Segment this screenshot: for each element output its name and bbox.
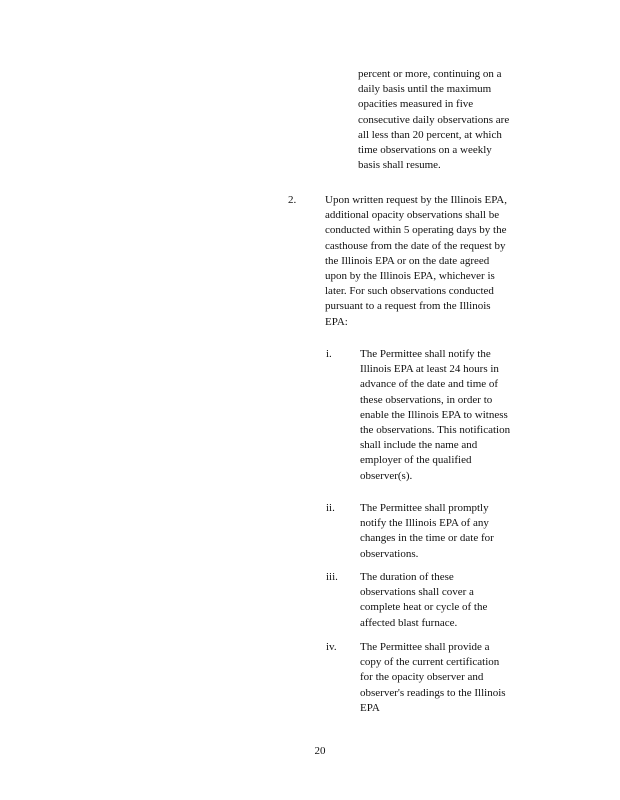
subitem-i-marker: i.: [326, 348, 332, 360]
subitem-i-paragraph: The Permittee shall notify the Illinois EPA at least 24 hours in advance of the date and time of these observations, in order to enable the Illinois EPA to witness the observations. This notification shall include the name and employer of the qualified observer(s).: [360, 348, 511, 482]
item-2-paragraph: Upon written request by the Illinois EPA, additional opacity observations shall be conducted within 5 operating days by the casthouse from the date of the request by the Illinois EPA or on the date agreed upon by the Illinois EPA, whichever is later. For such observations conducted pursuant to a request from the Illinois EPA:: [325, 194, 507, 328]
continuation-paragraph: percent or more, continuing on a daily basis until the maximum opacities measured in five consecutive daily observations are all less than 20 percent, at which time observations on a weekly basis shall resume.: [358, 68, 510, 172]
subitem-iii-marker: iii.: [326, 571, 338, 583]
subitem-ii-paragraph: The Permittee shall promptly notify the Illinois EPA of any changes in the time or date for observations.: [360, 502, 494, 560]
subitem-ii-marker: ii.: [326, 502, 335, 514]
subitem-iii-paragraph: The duration of these observations shall cover a complete heat or cycle of the affected blast furnace.: [360, 571, 488, 629]
subitem-iv-paragraph: The Permittee shall provide a copy of the current certification for the opacity observer and observer's readings to the Illinois EPA: [360, 641, 506, 714]
item-2-marker: 2.: [288, 194, 297, 206]
subitem-iv-marker: iv.: [326, 641, 337, 653]
page-number: 20: [314, 745, 326, 757]
